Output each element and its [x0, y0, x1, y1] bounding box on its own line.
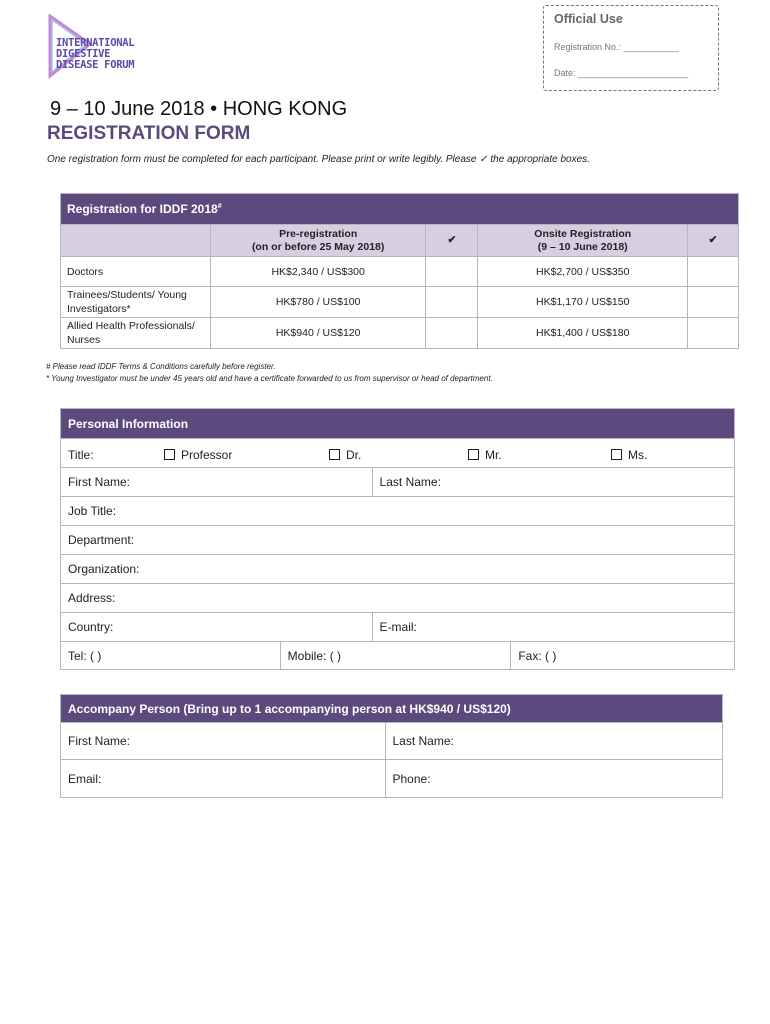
onsite-registration-header: Onsite Registration (9 – 10 June 2018)	[478, 225, 688, 257]
title-option-professor[interactable]: Professor	[164, 448, 232, 462]
official-use-title: Official Use	[554, 12, 623, 26]
table-row	[61, 287, 739, 318]
young-investigator-note: * Young Investigator must be under 45 years old and have a certificate forwarded to us from supervisor or head of department.	[46, 374, 493, 383]
onsite-checkbox-cell[interactable]	[688, 318, 739, 349]
mobile-field[interactable]: Mobile: ( )	[280, 642, 511, 670]
organization-field[interactable]: Organization:	[61, 555, 735, 584]
terms-note: # Please read IDDF Terms & Conditions carefully before register.	[46, 362, 276, 371]
event-date-location: 9 – 10 June 2018 • HONG KONG	[50, 98, 348, 120]
category-cell: Trainees/Students/ Young Investigators*	[61, 287, 211, 318]
tel-field[interactable]: Tel: ( )	[61, 642, 281, 670]
category-cell: Doctors	[61, 257, 211, 287]
job-title-field[interactable]: Job Title:	[61, 497, 735, 526]
address-field[interactable]: Address:	[61, 584, 735, 613]
category-cell: Allied Health Professionals/ Nurses	[61, 318, 211, 349]
pre-checkbox-cell[interactable]	[426, 287, 478, 318]
date-field: Date: ______________________	[554, 68, 689, 78]
pre-registration-header: Pre-registration (on or before 25 May 2018)	[210, 225, 426, 257]
checkbox-icon	[329, 449, 340, 460]
checkbox-icon	[611, 449, 622, 460]
title-option-mr[interactable]: Mr.	[468, 448, 502, 462]
registration-fee-table	[60, 193, 739, 349]
onsite-checkbox-cell[interactable]	[688, 257, 739, 287]
last-name-field[interactable]: Last Name:	[372, 468, 734, 497]
department-field[interactable]: Department:	[61, 526, 735, 555]
accompany-title: Accompany Person (Bring up to 1 accompanying person at HK$940 / US$120)	[61, 695, 723, 723]
title-label: Title:	[68, 448, 94, 462]
accompany-phone-field[interactable]: Phone:	[385, 760, 723, 798]
country-field[interactable]: Country:	[61, 613, 373, 642]
checkbox-icon	[164, 449, 175, 460]
registration-no-field: Registration No.: ___________	[554, 42, 679, 52]
iddf-logo	[46, 14, 156, 86]
title-option-dr[interactable]: Dr.	[329, 448, 361, 462]
personal-info-table	[60, 408, 735, 670]
email-field[interactable]: E-mail:	[372, 613, 734, 642]
onsite-fee-cell: HK$1,400 / US$180	[478, 318, 688, 349]
pre-fee-cell: HK$780 / US$100	[210, 287, 426, 318]
onsite-check-header: ✔	[688, 225, 739, 257]
pre-checkbox-cell[interactable]	[426, 257, 478, 287]
title-row	[61, 439, 735, 468]
accompany-person-table	[60, 694, 723, 798]
pre-fee-cell: HK$2,340 / US$300	[210, 257, 426, 287]
logo-text: INTERNATIONAL DIGESTIVE DISEASE FORUM	[56, 37, 135, 71]
onsite-fee-cell: HK$1,170 / US$150	[478, 287, 688, 318]
title-option-ms[interactable]: Ms.	[611, 448, 647, 462]
page-title: REGISTRATION FORM	[47, 123, 251, 144]
first-name-field[interactable]: First Name:	[61, 468, 373, 497]
category-header	[61, 225, 211, 257]
checkbox-icon	[468, 449, 479, 460]
accompany-email-field[interactable]: Email:	[61, 760, 386, 798]
instructions: One registration form must be completed for each participant. Please print or write legibly. Please ✓ the appropriate boxes.	[47, 154, 590, 165]
table-row	[61, 318, 739, 349]
table-row	[61, 257, 739, 287]
onsite-fee-cell: HK$2,700 / US$350	[478, 257, 688, 287]
fax-field[interactable]: Fax: ( )	[511, 642, 735, 670]
registration-table-title: Registration for IDDF 2018#	[61, 194, 739, 225]
pre-fee-cell: HK$940 / US$120	[210, 318, 426, 349]
official-use-box	[543, 5, 719, 91]
onsite-checkbox-cell[interactable]	[688, 287, 739, 318]
accompany-last-name-field[interactable]: Last Name:	[385, 723, 723, 760]
pre-registration-check-header: ✔	[426, 225, 478, 257]
pre-checkbox-cell[interactable]	[426, 318, 478, 349]
personal-info-title: Personal Information	[61, 409, 735, 439]
accompany-first-name-field[interactable]: First Name:	[61, 723, 386, 760]
